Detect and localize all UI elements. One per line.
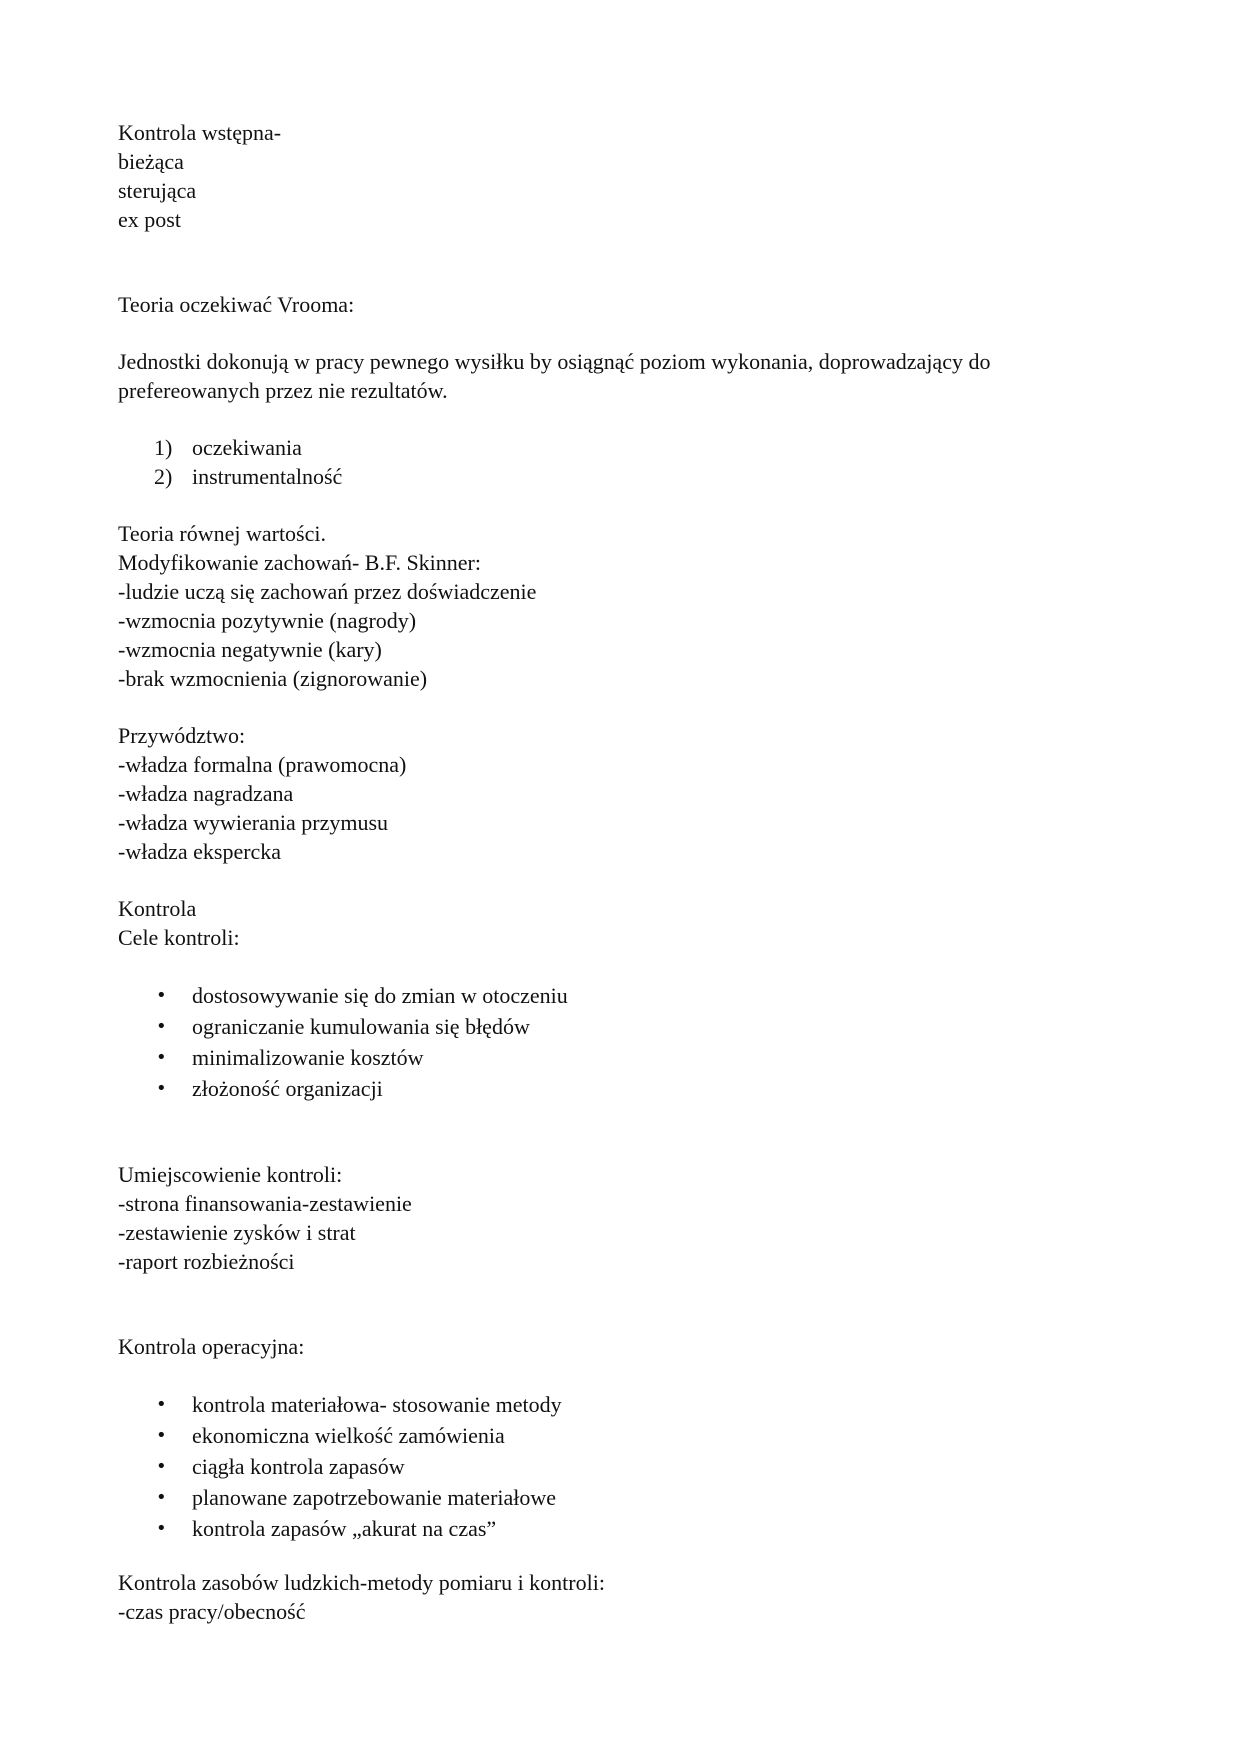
list-item <box>118 1451 1128 1482</box>
text-line: -władza formalna (prawomocna) <box>118 752 407 777</box>
list-item-text: kontrola materiałowa- stosowanie metody <box>192 1392 562 1417</box>
spacer <box>118 491 1128 519</box>
bullet-icon: • <box>156 1425 167 1446</box>
list-item-text: ograniczanie kumulowania się błędów <box>192 1014 530 1039</box>
text-line: -brak wzmocnienia (zignorowanie) <box>118 666 428 691</box>
control-location-block <box>118 1160 1128 1276</box>
list-item <box>118 1420 1128 1451</box>
control-types-block <box>118 118 1128 234</box>
text-line: Kontrola zasobów ludzkich-metody pomiaru i kontroli: <box>118 1570 605 1595</box>
list-item <box>118 1073 1128 1104</box>
vroom-heading: Teoria oczekiwać Vrooma: <box>118 292 355 317</box>
human-resources-block <box>118 1568 1128 1626</box>
list-item-text: dostosowywanie się do zmian w otoczeniu <box>192 983 568 1008</box>
bullet-icon: • <box>156 1394 167 1415</box>
control-goals-block <box>118 894 1128 952</box>
list-item-text: planowane zapotrzebowanie materiałowe <box>192 1485 557 1510</box>
text-line: -wzmocnia pozytywnie (nagrody) <box>118 608 417 633</box>
list-item <box>118 1482 1128 1513</box>
skinner-block <box>118 519 1128 693</box>
text-line: Teoria równej wartości. <box>118 521 326 546</box>
list-number: 2) <box>154 464 173 489</box>
operational-list <box>118 1389 1128 1544</box>
text-line: Modyfikowanie zachowań- B.F. Skinner: <box>118 550 481 575</box>
spacer <box>118 693 1128 721</box>
list-item-text: oczekiwania <box>192 435 302 460</box>
text-line: -zestawienie zysków i strat <box>118 1220 356 1245</box>
spacer <box>118 319 1128 347</box>
list-item-text: ciągła kontrola zapasów <box>192 1454 405 1479</box>
text-line: bieżąca <box>118 149 184 174</box>
list-item <box>118 433 1128 462</box>
text-line: -władza ekspercka <box>118 839 282 864</box>
operational-heading: Kontrola operacyjna: <box>118 1334 305 1359</box>
bullet-icon: • <box>156 1518 167 1539</box>
text-line: -władza nagradzana <box>118 781 294 806</box>
list-item-text: instrumentalność <box>192 464 343 489</box>
vroom-paragraph: Jednostki dokonują w pracy pewnego wysiłku by osiągnąć poziom wykonania, doprowadzający do prefereowanych przez nie rezultatów. <box>118 349 991 403</box>
spacer <box>118 952 1128 980</box>
text-line: Przywództwo: <box>118 723 246 748</box>
list-item-text: ekonomiczna wielkość zamówienia <box>192 1423 505 1448</box>
spacer <box>118 1361 1128 1389</box>
text-line: -raport rozbieżności <box>118 1249 295 1274</box>
bullet-icon: • <box>156 1487 167 1508</box>
spacer <box>118 866 1128 894</box>
text-line: -władza wywierania przymusu <box>118 810 389 835</box>
bullet-icon: • <box>156 1047 167 1068</box>
text-line: -ludzie uczą się zachowań przez doświadczenie <box>118 579 537 604</box>
list-item-text: złożoność organizacji <box>192 1076 383 1101</box>
spacer <box>118 1104 1128 1160</box>
control-goals-list <box>118 980 1128 1104</box>
vroom-numbered-list <box>118 433 1128 491</box>
bullet-icon: • <box>156 985 167 1006</box>
text-line: -wzmocnia negatywnie (kary) <box>118 637 382 662</box>
text-line: Umiejscowienie kontroli: <box>118 1162 343 1187</box>
text-line: -strona finansowania-zestawienie <box>118 1191 412 1216</box>
text-line: Kontrola wstępna- <box>118 120 282 145</box>
list-item-text: kontrola zapasów „akurat na czas” <box>192 1516 497 1541</box>
list-item <box>118 462 1128 491</box>
bullet-icon: • <box>156 1016 167 1037</box>
text-line: Kontrola <box>118 896 197 921</box>
leadership-block <box>118 721 1128 866</box>
text-line: sterująca <box>118 178 197 203</box>
text-line: Cele kontroli: <box>118 925 240 950</box>
spacer <box>118 1276 1128 1332</box>
spacer <box>118 234 1128 290</box>
list-item <box>118 1042 1128 1073</box>
bullet-icon: • <box>156 1078 167 1099</box>
list-item-text: minimalizowanie kosztów <box>192 1045 424 1070</box>
list-number: 1) <box>154 435 173 460</box>
list-item <box>118 1389 1128 1420</box>
bullet-icon: • <box>156 1456 167 1477</box>
list-item <box>118 980 1128 1011</box>
list-item <box>118 1011 1128 1042</box>
spacer <box>118 405 1128 433</box>
document-body <box>118 118 1128 1626</box>
list-item <box>118 1513 1128 1544</box>
text-line: -czas pracy/obecność <box>118 1599 306 1624</box>
text-line: ex post <box>118 207 181 232</box>
spacer <box>118 1544 1128 1568</box>
